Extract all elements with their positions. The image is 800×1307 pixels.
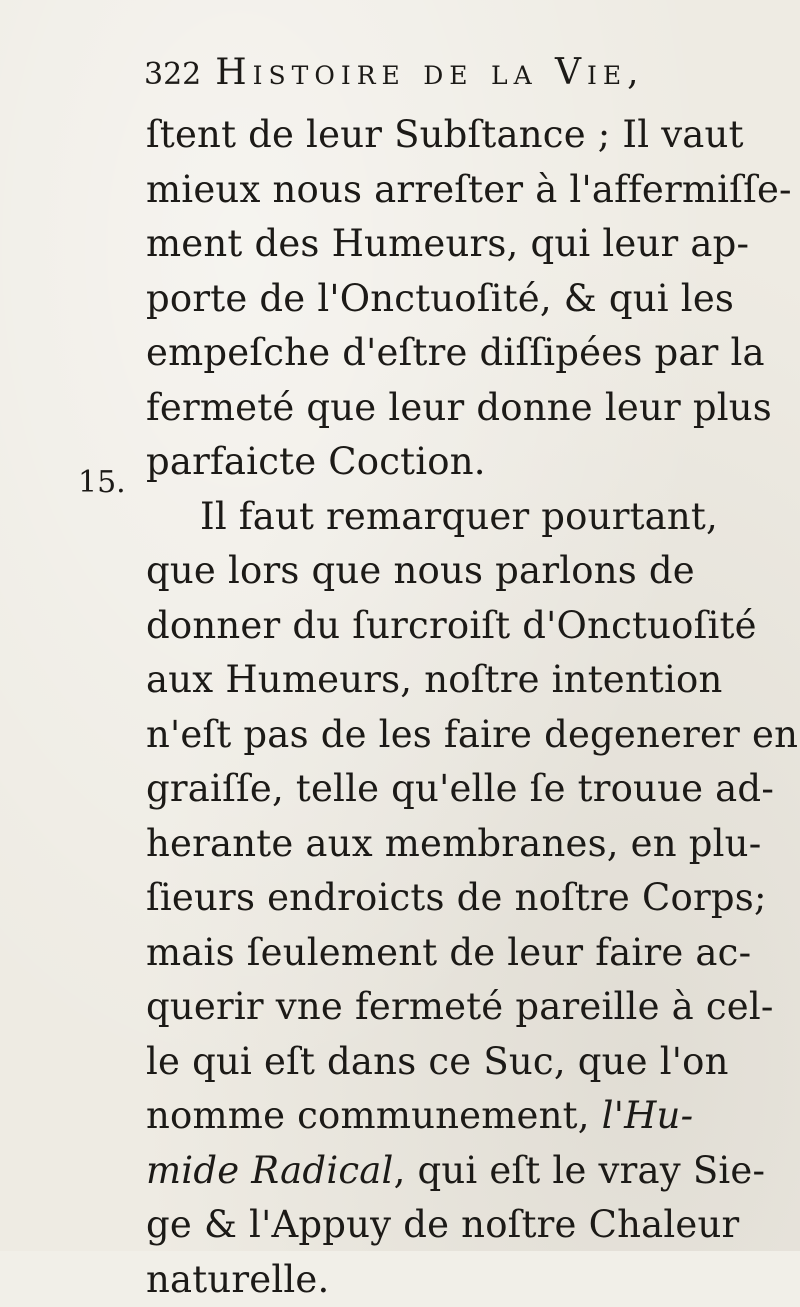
text-line: empeſche d'eſtre diſſipées par la [146,326,746,381]
text-line: querir vne fermeté pareille à cel- [146,980,746,1035]
text-line: ment des Humeurs, qui leur ap- [146,217,746,272]
text-line: herante aux membranes, en plu- [146,817,746,872]
text-line: naturelle. [146,1253,746,1307]
text-line: ſtent de leur Subſtance ; Il vaut [146,108,746,163]
text-segment: , qui eſt le vray Sie- [394,1149,766,1192]
text-line: graiſſe, telle qu'elle ſe trouue ad- [146,762,746,817]
paragraph-number: 15. [78,468,126,498]
page-header [144,52,724,102]
text-line: ge & l'Appuy de noſtre Chaleur [146,1198,746,1253]
text-line: donner du ſurcroiſt d'Onctuoſité [146,599,746,654]
text-line [146,1144,746,1199]
text-line: que lors que nous parlons de [146,544,746,599]
text-line: n'eſt pas de les faire degenerer en [146,708,746,763]
text-line: le qui eſt dans ce Suc, que l'on [146,1035,746,1090]
running-title: Histoire de la Vie, [215,52,644,93]
text-line: Il faut remarquer pourtant, [146,490,746,545]
text-line: ſieurs endroicts de noſtre Corps; [146,871,746,926]
text-line: porte de l'Onctuoſité, & qui les [146,272,746,327]
italic-term: l'Hu- [602,1094,694,1137]
text-line [146,1089,746,1144]
text-line: mieux nous arreſter à l'affermiſſe- [146,163,746,218]
body-text [146,108,746,1307]
text-segment: nomme communement, [146,1094,602,1137]
text-line: parfaicte Coction. [146,435,746,490]
text-line: mais ſeulement de leur faire ac- [146,926,746,981]
text-line: fermeté que leur donne leur plus [146,381,746,436]
page-number: 322 [144,57,201,92]
italic-term: mide Radical [146,1149,394,1192]
text-line: aux Humeurs, noſtre intention [146,653,746,708]
